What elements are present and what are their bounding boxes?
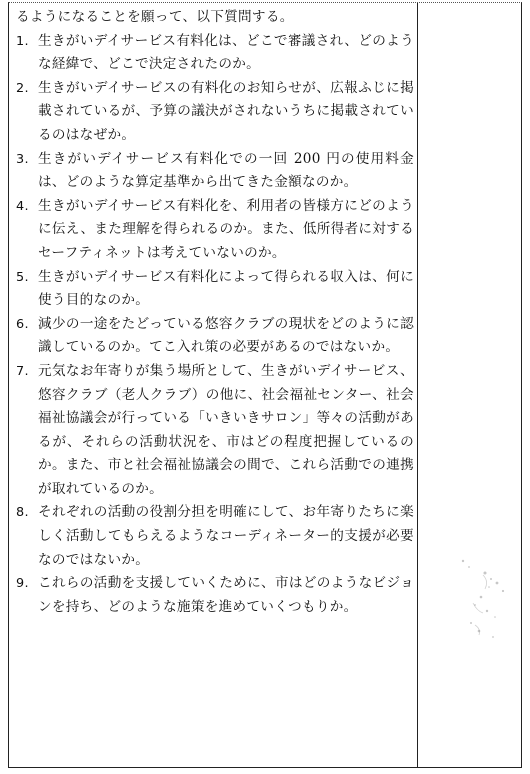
question-item: [16, 148, 414, 195]
question-text: これらの活動を支援していくために、市はどのようなビジョンを持ち、どのような施策を進めていくつもりか。: [38, 575, 414, 615]
question-text: 生きがいデイサービスの有料化のお知らせが、広報ふじに掲載されているが、予算の議決がされないうちに掲載されているのはなぜか。: [38, 79, 414, 143]
question-sheet: [8, 2, 522, 768]
question-text: 生きがいデイサービス有料化は、どこで審議され、どのような経緯で、どこで決定されたのか。: [38, 32, 414, 73]
question-number: 5.: [16, 269, 29, 285]
question-text: 生きがいデイサービス有料化での一回 200 円の使用料金は、どのような算定基準から出てきた金額なのか。: [38, 150, 414, 191]
question-item: [16, 572, 414, 619]
intro-text: るようになることを願って、以下質問する。: [16, 9, 294, 25]
question-number: 7.: [16, 363, 29, 379]
scan-smudge-mark: [445, 553, 515, 643]
question-item: [16, 266, 414, 313]
question-number: 1.: [16, 33, 29, 49]
question-number: 2.: [16, 80, 29, 96]
question-number: 8.: [16, 505, 29, 521]
question-text: 減少の一途をたどっている悠容クラブの現状をどのように認識しているのか。てこ入れ策の必要があるのではないか。: [38, 315, 414, 356]
question-item: [16, 313, 414, 360]
side-column-divider: [417, 3, 418, 767]
question-item: [16, 501, 414, 572]
question-number: 9.: [16, 576, 29, 592]
question-text: 元気なお年寄りが集う場所として、生きがいデイサービス、悠容クラブ（老人クラブ）の他に、社会福祉センター、社会福祉協議会が行っている「いきいきサロン」等々の活動があるが、それらの活動状況を、市はどの程度把握しているのか。また、市と社会福祉協議会の間で、これら活動での連携が取れているのか。: [38, 362, 414, 497]
question-number: 4.: [16, 198, 29, 214]
question-text: 生きがいデイサービス有料化によって得られる収入は、何に使う目的なのか。: [38, 268, 414, 309]
question-body: [16, 6, 414, 619]
question-item: [16, 195, 414, 266]
question-item: [16, 30, 414, 77]
question-text: 生きがいデイサービス有料化を、利用者の皆様方にどのように伝え、また理解を得られるのか。また、低所得者に対するセーフティネットは考えていないのか。: [38, 197, 414, 261]
question-number: 3.: [16, 151, 29, 167]
question-item: [16, 77, 414, 148]
question-text: それぞれの活動の役割分担を明確にして、お年寄りたちに楽しく活動してもらえるようなコーディネーター的支援が必要なのではないか。: [38, 504, 414, 568]
question-number: 6.: [16, 316, 29, 332]
question-item: [16, 360, 414, 502]
